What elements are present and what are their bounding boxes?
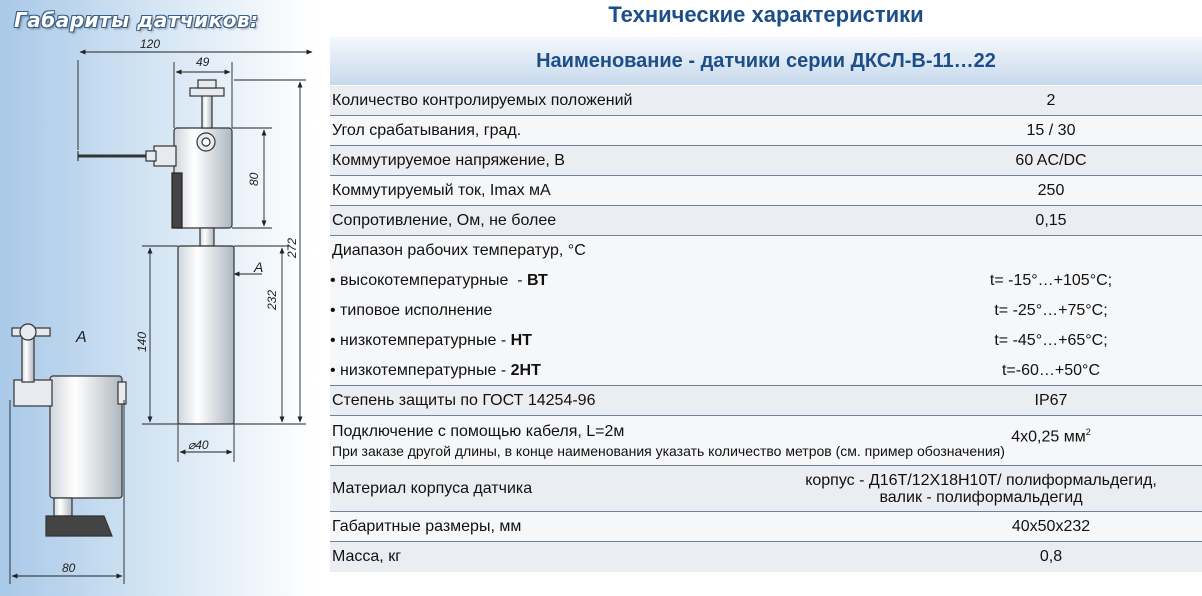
spec-value: t=-60…+50°С — [1001, 362, 1100, 379]
dimensions-panel — [0, 0, 316, 596]
sensor-main-view — [78, 80, 234, 424]
spec-row-temp-2nt — [330, 356, 1202, 386]
spec-value: t= -25°…+75°С; — [994, 302, 1108, 319]
spec-value: 2 — [1046, 92, 1056, 109]
spec-name: Подключение с помощью кабеля, L=2м — [332, 423, 625, 440]
spec-row-temp-header — [330, 236, 1202, 266]
spec-name: Материал корпуса датчика — [332, 480, 533, 497]
spec-row-positions — [330, 86, 1202, 116]
view-arrow-label: A — [254, 259, 264, 275]
dim-272: 272 — [285, 237, 299, 258]
spec-name: Масса, кг — [332, 548, 402, 565]
spec-row-material — [330, 466, 1202, 512]
dim-80-view: 80 — [62, 561, 76, 575]
spec-value-text: 4х0,25 мм — [1011, 428, 1086, 446]
spec-note: При заказе другой длины, в конце наименования указать количество метров (см. пример обозначения) — [332, 443, 1005, 459]
spec-row-angle — [330, 116, 1202, 146]
page-title: Технические характеристики — [608, 2, 924, 27]
spec-row-temp-std — [330, 296, 1202, 326]
spec-name — [330, 266, 548, 296]
spec-name: • типовое исполнение — [330, 302, 493, 319]
spec-value-sup: 2 — [1085, 427, 1091, 437]
spec-name: Угол срабатывания, град. — [332, 122, 522, 139]
spec-name: Степень защиты по ГОСТ 14254-96 — [332, 392, 596, 409]
dim-80: 80 — [247, 172, 261, 186]
spec-name: Коммутируемый ток, Imax мА — [332, 182, 551, 199]
spec-name-text: • высокотемпературные - — [330, 272, 528, 289]
spec-row-temp-nt — [330, 326, 1202, 356]
spec-value-line-2: валик - полиформальдегид — [879, 489, 1083, 506]
spec-value: t= -15°…+105°С; — [989, 272, 1113, 289]
spec-row-voltage — [330, 146, 1202, 176]
spec-row-current — [330, 176, 1202, 206]
spec-name-code: НТ — [510, 332, 532, 349]
spec-value: 0,8 — [1039, 548, 1063, 565]
sensor-dimension-drawing — [0, 0, 316, 596]
view-a-label: A — [76, 329, 87, 346]
spec-row-cable — [330, 416, 1202, 466]
dim-232: 232 — [265, 289, 279, 310]
spec-table-header: Наименование - датчики серии ДКСЛ-В-11…22 — [330, 37, 1202, 85]
spec-value: 0,15 — [1035, 212, 1067, 229]
spec-name-code: ВТ — [527, 272, 548, 289]
spec-value: 250 — [1037, 182, 1065, 199]
spec-name-text: • низкотемпературные - — [330, 332, 511, 349]
spec-value: IP67 — [1034, 392, 1068, 409]
spec-name: Сопротивление, Ом, не более — [332, 212, 557, 229]
dim-diameter-40: ⌀40 — [188, 438, 209, 452]
spec-name — [330, 326, 532, 356]
spec-name: Диапазон рабочих температур, °С — [332, 242, 586, 259]
spec-name: Коммутируемое напряжение, В — [332, 152, 565, 169]
spec-name: Количество контролируемых положений — [332, 92, 633, 109]
spec-value: 40х50х232 — [1011, 518, 1091, 535]
sensor-neck — [200, 228, 214, 246]
sensor-tube — [178, 246, 234, 424]
spec-value: 15 / 30 — [1026, 122, 1076, 139]
spec-row-protection — [330, 386, 1202, 416]
spec-value: t= -45°…+65°С; — [994, 332, 1108, 349]
spec-name-code: 2НТ — [510, 362, 541, 379]
spec-row-temp-bt — [330, 266, 1202, 296]
spec-name: Габаритные размеры, мм — [332, 518, 522, 535]
spec-value: 60 AC/DC — [1015, 152, 1087, 169]
spec-value-line-1: корпус - Д16Т/12Х18Н10Т/ полиформальдегид, — [805, 472, 1157, 489]
spec-table — [330, 86, 1202, 572]
spec-name-text: • низкотемпературные - — [330, 362, 511, 379]
dim-120: 120 — [140, 37, 161, 51]
dim-140: 140 — [135, 331, 149, 352]
spec-name — [330, 356, 541, 386]
spec-row-mass — [330, 542, 1202, 572]
dimensions-title: Габариты датчиков: — [14, 8, 259, 32]
spec-row-dimensions — [330, 512, 1202, 542]
sensor-view-a — [12, 324, 126, 536]
dim-49: 49 — [196, 55, 210, 69]
spec-row-resistance — [330, 206, 1202, 236]
